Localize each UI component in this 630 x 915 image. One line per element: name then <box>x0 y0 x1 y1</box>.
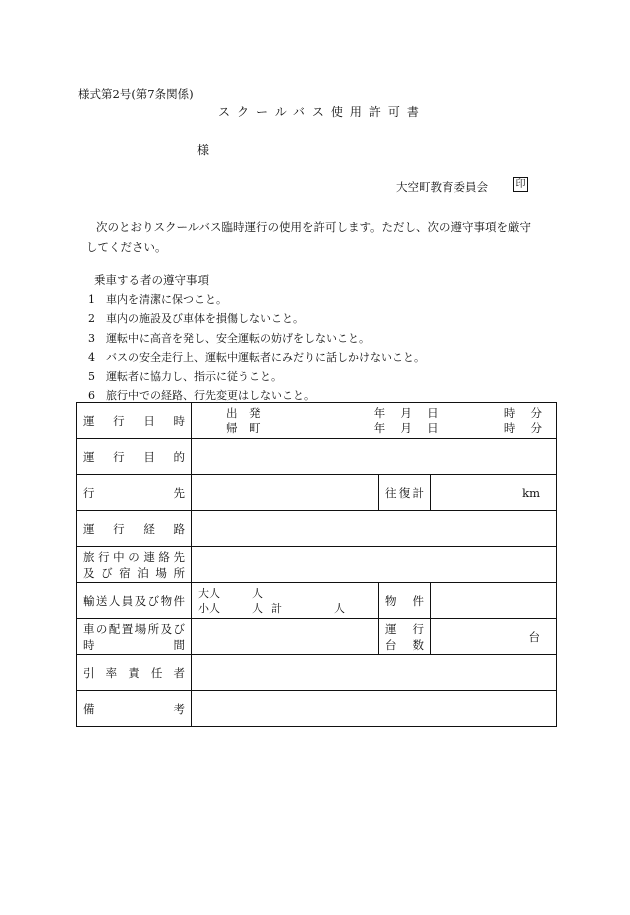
rules-heading: 乗車する者の遵守事項 <box>94 273 209 287</box>
leader-label: 引率責任者 <box>77 655 192 691</box>
contact-label: 旅行中の連絡先 及び宿泊場所 <box>77 547 192 583</box>
vehicle-unit: 台 <box>528 629 541 644</box>
rule-item: 2 車内の施設及び車体を損傷しないこと。 <box>88 312 304 326</box>
adults-line: 大人 人 <box>198 586 263 600</box>
remarks-field[interactable] <box>192 691 557 727</box>
children-line: 小人 人 計 人 <box>198 601 345 615</box>
rule-item: 4 バスの安全走行上、運転中運転者にみだりに話しかけないこと。 <box>88 350 425 364</box>
row-purpose <box>77 439 557 475</box>
bus-location-label: 車の配置場所及び 時間 <box>77 619 192 655</box>
return-line: 帰 町 年 月 日 時 分 <box>226 420 543 435</box>
bus-location-field[interactable] <box>192 619 379 655</box>
round-trip-field[interactable] <box>431 475 557 511</box>
application-form-table <box>76 402 557 727</box>
document-title: スクールバス使用許可書 <box>218 105 426 119</box>
leader-field[interactable] <box>192 655 557 691</box>
round-trip-label: 往復計 <box>379 475 431 511</box>
destination-field[interactable] <box>192 475 379 511</box>
row-leader <box>77 655 557 691</box>
vehicles-field[interactable] <box>431 619 557 655</box>
row-contact <box>77 547 557 583</box>
rule-item: 6 旅行中での経路、行先変更はしないこと。 <box>88 389 315 403</box>
destination-label: 行先 <box>77 475 192 511</box>
cargo-label: 物件 <box>379 583 431 619</box>
rule-item: 5 運転者に協力し、指示に従うこと。 <box>88 370 282 384</box>
contact-field[interactable] <box>192 547 557 583</box>
route-label: 運行経路 <box>77 511 192 547</box>
form-number: 様式第2号(第7条関係) <box>78 87 194 101</box>
purpose-field[interactable] <box>192 439 557 475</box>
row-operation-datetime <box>77 403 557 439</box>
vehicles-label: 運行 台数 <box>379 619 431 655</box>
operation-datetime-field[interactable] <box>192 403 557 439</box>
passengers-field[interactable] <box>192 583 379 619</box>
row-bus-location <box>77 619 557 655</box>
intro-line-1: 次のとおりスクールバス臨時運行の使用を許可します。ただし、次の遵守事項を厳守 <box>96 220 532 234</box>
seal-mark: 印 <box>513 177 528 192</box>
departure-line: 出 発 年 月 日 時 分 <box>226 405 543 420</box>
row-passengers <box>77 583 557 619</box>
remarks-label: 備考 <box>77 691 192 727</box>
cargo-field[interactable] <box>431 583 557 619</box>
issuer-name: 大空町教育委員会 <box>396 180 488 194</box>
passengers-label: 輸送人員及び物件 <box>77 583 192 619</box>
row-remarks <box>77 691 557 727</box>
km-unit: km <box>522 485 541 500</box>
purpose-label: 運行目的 <box>77 439 192 475</box>
intro-text <box>86 217 556 257</box>
intro-line-2: してください。 <box>86 240 167 254</box>
rule-item: 1 車内を清潔に保つこと。 <box>88 293 227 306</box>
rules-list <box>88 290 425 406</box>
row-destination <box>77 475 557 511</box>
addressee-suffix: 様 <box>197 143 210 157</box>
rule-item: 3 運転中に高音を発し、安全運転の妨げをしないこと。 <box>88 331 370 345</box>
route-field[interactable] <box>192 511 557 547</box>
operation-datetime-label: 運行日時 <box>77 403 192 439</box>
row-route <box>77 511 557 547</box>
